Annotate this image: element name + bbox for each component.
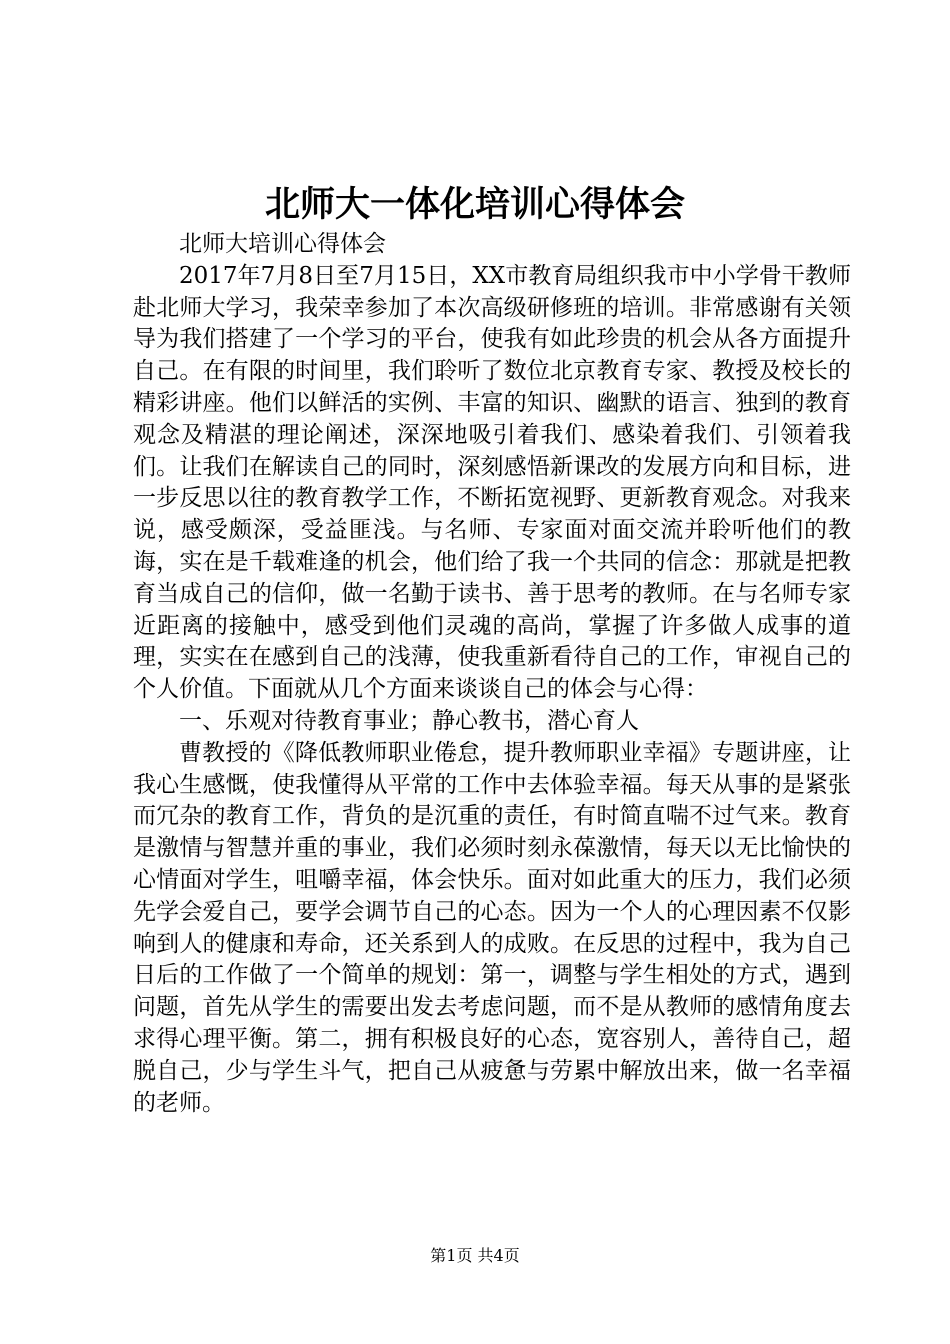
document-title: 北师大一体化培训心得体会 <box>264 185 685 225</box>
intro-paragraph: 2017年7月8日至7月15日，XX市教育局组织我市中小学骨干教师赴北师大学习，我荣幸参加了本次高级研修班的培训。非常感谢有关领导为我们搭建了一个学习的平台，使我有如此珍贵的机会从各方面提升自己。在有限的时间里，我们聆听了数位北京教育专家、教授及校长的精彩讲座。他们以鲜活的实例、丰富的知识、幽默的语言、独到的教育观念及精湛的理论阐述，深深地吸引着我们、感染着我们、引领着我们。让我们在解读自己的同时，深刻感悟新课改的发展方向和目标，进一步反思以往的教育教学工作，不断拓宽视野、更新教育观念。对我来说，感受颇深，受益匪浅。与名师、专家面对面交流并聆听他们的教诲，实在是千载难逢的机会，他们给了我一个共同的信念：那就是把教育当成自己的信仰，做一名勤于读书、善于思考的教师。在与名师专家近距离的接触中，感受到他们灵魂的高尚，掌握了许多做人成事的道理，实实在在感到自己的浅薄，使我重新看待自己的工作，审视自己的个人价值。下面就从几个方面来谈谈自己的体会与心得： <box>133 262 851 703</box>
section-paragraph: 曹教授的《降低教师职业倦怠，提升教师职业幸福》专题讲座，让我心生感慨，使我懂得从平常的工作中去体验幸福。每天从事的是紧张而冗杂的教育工作，背负的是沉重的责任，有时简直喘不过气来。教育是激情与智慧并重的事业，我们必须时刻永葆激情，每天以无比愉快的心情面对学生，咀嚼幸福，体会快乐。面对如此重大的压力，我们必须先学会爱自己，要学会调节自己的心态。因为一个人的心理因素不仅影响到人的健康和寿命，还关系到人的成败。在反思的过程中，我为自己日后的工作做了一个简单的规划：第一，调整与学生相处的方式，遇到问题，首先从学生的需要出发去考虑问题，而不是从教师的感情角度去求得心理平衡。第二，拥有积极良好的心态，宽容别人，善待自己，超脱自己，少与学生斗气，把自己从疲惫与劳累中解放出来，做一名幸福的老师。 <box>133 739 851 1116</box>
document-body <box>133 229 851 1119</box>
section-heading: 一、乐观对待教育事业；静心教书，潜心育人 <box>179 707 639 734</box>
subtitle-paragraph: 北师大培训心得体会 <box>179 231 386 257</box>
page-number-footer: 第1页 共4页 <box>430 1246 520 1265</box>
